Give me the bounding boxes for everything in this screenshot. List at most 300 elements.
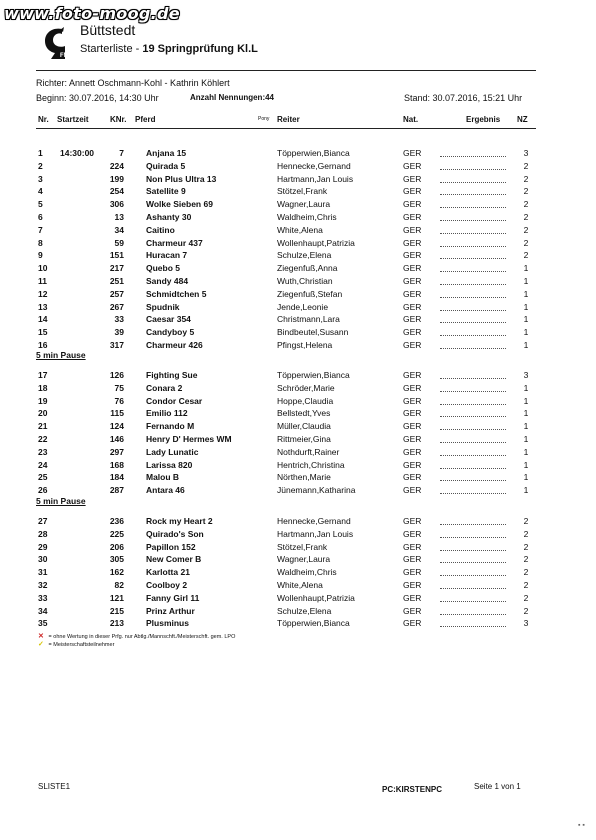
row-knr: 151: [109, 250, 124, 261]
table-row: [0, 327, 596, 340]
row-nat: GER: [403, 237, 422, 248]
table-row: [0, 580, 596, 593]
row-result-blank: [440, 186, 506, 195]
row-rider: Hentrich,Christina: [277, 459, 345, 470]
row-result-blank: [440, 460, 506, 469]
row-nz: 1: [523, 314, 529, 325]
table-row: [0, 542, 596, 555]
row-nat: GER: [403, 173, 422, 184]
row-nat: GER: [403, 567, 422, 578]
row-knr: 236: [109, 516, 124, 526]
row-result-blank: [440, 554, 506, 563]
svg-text:FN: FN: [60, 53, 68, 59]
row-rider: Schulze,Elena: [277, 250, 332, 261]
row-rider: Müller,Claudia: [277, 421, 331, 432]
row-horse: Satellite 9: [146, 186, 186, 197]
row-result-blank: [440, 421, 506, 430]
table-row: [0, 161, 596, 174]
list-title: [80, 43, 258, 55]
row-nr: 11: [38, 276, 47, 286]
row-horse: Wolke Sieben 69: [146, 199, 213, 210]
row-horse: Plusminus: [146, 618, 189, 629]
row-nat: GER: [403, 516, 422, 526]
row-result-blank: [440, 174, 506, 183]
row-nz: 1: [523, 446, 529, 457]
row-nat: GER: [403, 459, 422, 470]
row-nat: GER: [403, 301, 422, 312]
row-rider: Nothdurft,Rainer: [277, 446, 340, 457]
row-nz: 2: [523, 186, 529, 197]
col-knr: KNr.: [110, 115, 127, 124]
row-knr: 206: [109, 541, 124, 552]
row-horse: Larissa 820: [146, 459, 193, 470]
row-result-blank: [440, 567, 506, 576]
row-knr: 287: [109, 485, 124, 496]
row-result-blank: [440, 447, 506, 456]
row-horse: New Comer B: [146, 554, 202, 565]
row-nat: GER: [403, 528, 422, 539]
row-nr: 31: [38, 567, 48, 578]
row-nz: 1: [523, 395, 529, 406]
row-nz: 3: [523, 148, 529, 158]
row-horse: Papillon 152: [146, 541, 196, 552]
row-rider: Ziegenfuß,Anna: [277, 263, 338, 274]
row-rider: White,Alena: [277, 580, 323, 590]
row-nz: 2: [523, 516, 529, 526]
row-nz: 1: [523, 263, 529, 274]
row-knr: 82: [114, 580, 124, 590]
row-knr: 217: [109, 263, 124, 274]
row-nr: 4: [38, 186, 43, 197]
row-nat: GER: [403, 605, 422, 616]
row-nr: 30: [38, 554, 48, 565]
row-horse: Antara 46: [146, 485, 185, 496]
row-nz: 1: [523, 485, 529, 496]
row-knr: 225: [109, 528, 124, 539]
col-pony: Pony: [258, 116, 270, 122]
table-row: [0, 396, 596, 409]
row-nat: GER: [403, 327, 422, 338]
row-nz: 3: [523, 370, 529, 380]
table-row: [0, 199, 596, 212]
row-nr: 20: [38, 408, 48, 419]
row-rider: Töpperwien,Bianca: [277, 370, 350, 380]
row-rider: Schröder,Marie: [277, 382, 335, 393]
table-row: [0, 554, 596, 567]
row-horse: Spudnik: [146, 301, 180, 312]
row-nat: GER: [403, 160, 422, 171]
judges: Richter: Annett Oschmann-Kohl - Kathrin Köhlert: [36, 78, 230, 88]
row-nat: GER: [403, 250, 422, 261]
row-nz: 1: [523, 327, 529, 338]
row-nat: GER: [403, 212, 422, 222]
table-row: [0, 174, 596, 187]
watermark: www.foto-moog.de: [4, 4, 180, 23]
row-horse: Caitino: [146, 224, 175, 235]
row-nr: 19: [38, 395, 48, 406]
col-ergebnis: Ergebnis: [466, 115, 501, 124]
row-knr: 126: [109, 370, 124, 380]
row-result-blank: [440, 485, 506, 494]
row-knr: 251: [109, 276, 124, 286]
row-result-blank: [440, 327, 506, 336]
table-row: [0, 148, 596, 161]
row-rider: Stötzel,Frank: [277, 186, 328, 197]
row-horse: Lady Lunatic: [146, 446, 199, 457]
row-knr: 13: [114, 212, 124, 222]
begin-time: Beginn: 30.07.2016, 14:30 Uhr: [36, 93, 159, 103]
cross-icon: ✕: [38, 633, 44, 640]
row-horse: Prinz Arthur: [146, 605, 195, 616]
row-horse: Charmeur 437: [146, 237, 203, 248]
row-nz: 1: [523, 459, 529, 470]
row-nz: 2: [523, 224, 529, 235]
row-result-blank: [440, 383, 506, 392]
row-knr: 115: [110, 408, 124, 419]
row-rider: Bellstedt,Yves: [277, 408, 331, 419]
row-rider: Hennecke,Gernand: [277, 516, 351, 526]
header-divider: [36, 70, 536, 71]
row-result-blank: [440, 516, 506, 525]
row-rider: Töpperwien,Bianca: [277, 618, 350, 629]
row-knr: 168: [109, 459, 124, 470]
row-horse: Fernando M: [146, 421, 195, 432]
row-knr: 34: [114, 224, 124, 235]
row-nr: 28: [38, 528, 48, 539]
footer-pc: PC:KIRSTENPC: [382, 785, 443, 794]
row-nat: GER: [403, 276, 422, 286]
row-rider: Hoppe,Claudia: [277, 395, 334, 406]
row-knr: 213: [109, 618, 124, 629]
row-rider: Pfingst,Helena: [277, 340, 333, 350]
footer-page: Seite 1 von 1: [474, 782, 521, 791]
row-knr: 224: [109, 160, 124, 171]
row-knr: 121: [109, 592, 124, 603]
row-rider: Wuth,Christian: [277, 276, 333, 286]
row-rider: Rittmeier,Gina: [277, 434, 331, 444]
col-nat: Nat.: [403, 115, 419, 124]
row-nz: 1: [523, 340, 529, 350]
row-nr: 32: [38, 580, 48, 590]
row-nr: 13: [38, 301, 48, 312]
row-knr: 33: [114, 314, 124, 325]
row-knr: 75: [114, 382, 124, 393]
row-horse: Quebo 5: [146, 263, 181, 274]
row-horse: Quirado's Son: [146, 528, 204, 539]
row-horse: Emilio 112: [146, 408, 188, 419]
row-rider: Christmann,Lara: [277, 314, 340, 325]
row-nat: GER: [403, 618, 422, 629]
row-nr: 23: [38, 446, 48, 457]
row-nr: 26: [38, 485, 48, 496]
row-result-blank: [440, 148, 506, 157]
row-nat: GER: [403, 382, 422, 393]
row-horse: Non Plus Ultra 13: [146, 173, 217, 184]
row-nr: 8: [38, 237, 43, 248]
row-rider: Nörthen,Marie: [277, 472, 331, 483]
row-horse: Condor Cesar: [146, 395, 203, 406]
row-nr: 3: [38, 173, 43, 184]
row-nz: 2: [523, 160, 529, 171]
row-nat: GER: [403, 395, 422, 406]
row-nr: 9: [38, 250, 43, 261]
col-reiter: Reiter: [277, 115, 300, 124]
row-result-blank: [440, 289, 506, 298]
row-nat: GER: [403, 263, 422, 274]
row-result-blank: [440, 199, 506, 208]
row-rider: Bindbeutel,Susann: [277, 327, 349, 338]
table-row: [0, 460, 596, 473]
row-rider: Waldheim,Chris: [277, 567, 337, 578]
table-row: [0, 408, 596, 421]
row-rider: Hennecke,Gernand: [277, 160, 351, 171]
row-nz: 1: [523, 472, 529, 483]
table-row: [0, 472, 596, 485]
row-rider: Wagner,Laura: [277, 199, 331, 210]
row-rider: Wollenhaupt,Patrizia: [277, 237, 355, 248]
row-horse: Huracan 7: [146, 250, 188, 261]
row-knr: 297: [109, 446, 124, 457]
fn-horse-logo-icon: [40, 26, 70, 60]
table-row: [0, 302, 596, 315]
row-nr: 24: [38, 459, 48, 470]
row-nr: 27: [38, 516, 48, 526]
row-result-blank: [440, 225, 506, 234]
table-row: [0, 250, 596, 263]
row-nat: GER: [403, 288, 422, 299]
row-knr: 199: [109, 173, 124, 184]
row-knr: 254: [109, 186, 124, 197]
row-nz: 1: [523, 421, 529, 432]
table-row: [0, 263, 596, 276]
row-horse: Rock my Heart 2: [146, 516, 213, 526]
row-horse: Fanny Girl 11: [146, 592, 200, 603]
row-rider: Töpperwien,Bianca: [277, 148, 350, 158]
row-nr: 22: [38, 434, 48, 444]
competition-name: 19 Springprüfung Kl.L: [142, 43, 258, 55]
table-row: [0, 212, 596, 225]
row-nr: 10: [38, 263, 48, 274]
row-horse: Quirada 5: [146, 160, 186, 171]
row-nr: 17: [38, 370, 48, 380]
entry-count: Anzahl Nennungen:44: [190, 93, 275, 102]
col-pferd: Pferd: [135, 115, 156, 124]
row-nr: 21: [38, 421, 48, 432]
table-row: [0, 289, 596, 302]
row-rider: Hartmann,Jan Louis: [277, 528, 354, 539]
row-nr: 14: [38, 314, 48, 325]
row-knr: 146: [109, 434, 124, 444]
table-row: [0, 314, 596, 327]
check-icon: ✓: [38, 641, 44, 648]
row-nr: 35: [38, 618, 48, 629]
row-knr: 306: [109, 199, 124, 210]
row-nz: 2: [523, 605, 529, 616]
row-rider: Waldheim,Chris: [277, 212, 337, 222]
row-horse: Caesar 354: [146, 314, 191, 325]
table-row: [0, 340, 596, 353]
row-startzeit: 14:30:00: [60, 148, 95, 158]
table-row: [0, 225, 596, 238]
row-nr: 29: [38, 541, 48, 552]
stand-time: Stand: 30.07.2016, 15:21 Uhr: [404, 93, 523, 103]
row-nz: 2: [523, 541, 529, 552]
row-nat: GER: [403, 199, 422, 210]
row-nr: 6: [38, 212, 43, 222]
row-nz: 1: [523, 382, 529, 393]
legend-text: = Meisterschaftsteilnehmer: [48, 642, 115, 648]
row-knr: 215: [109, 605, 124, 616]
row-nr: 12: [38, 288, 48, 299]
row-rider: Ziegenfuß,Stefan: [277, 288, 343, 299]
row-nz: 1: [523, 288, 529, 299]
row-nat: GER: [403, 446, 422, 457]
row-nr: 34: [38, 605, 48, 616]
row-nz: 2: [523, 250, 529, 261]
row-nz: 2: [523, 554, 529, 565]
row-nz: 2: [523, 173, 529, 184]
row-result-blank: [440, 238, 506, 247]
row-nz: 2: [523, 528, 529, 539]
row-result-blank: [440, 580, 506, 589]
row-nr: 25: [38, 472, 48, 483]
row-horse: Coolboy 2: [146, 580, 188, 590]
row-nz: 1: [523, 276, 529, 286]
row-result-blank: [440, 593, 506, 602]
row-rider: Schulze,Elena: [277, 605, 332, 616]
row-rider: Stötzel,Frank: [277, 541, 328, 552]
row-result-blank: [440, 212, 506, 221]
row-nz: 1: [523, 434, 529, 444]
col-nz: NZ: [517, 115, 528, 124]
table-row: [0, 567, 596, 580]
row-nat: GER: [403, 592, 422, 603]
event-place: Büttstedt: [80, 22, 136, 38]
table-row: [0, 186, 596, 199]
row-knr: 7: [119, 148, 124, 158]
row-result-blank: [440, 263, 506, 272]
row-result-blank: [440, 434, 506, 443]
col-startzeit: Startzeit: [57, 115, 89, 124]
row-nat: GER: [403, 541, 422, 552]
row-nr: 5: [38, 199, 43, 210]
row-rider: Wollenhaupt,Patrizia: [277, 592, 355, 603]
row-nat: GER: [403, 224, 422, 235]
row-knr: 257: [109, 288, 124, 299]
row-nr: 15: [38, 327, 48, 338]
table-row: [0, 447, 596, 460]
row-nr: 7: [38, 224, 43, 235]
row-nz: 2: [523, 592, 529, 603]
row-nz: 2: [523, 212, 529, 222]
row-nat: GER: [403, 408, 422, 419]
row-nz: 2: [523, 567, 529, 578]
row-horse: Sandy 484: [146, 276, 189, 286]
row-result-blank: [440, 472, 506, 481]
row-horse: Fighting Sue: [146, 370, 198, 380]
row-result-blank: [440, 618, 506, 627]
row-nat: GER: [403, 434, 422, 444]
legend-item: [38, 632, 235, 640]
table-header-divider: [36, 128, 536, 129]
row-nr: 2: [38, 160, 43, 171]
row-result-blank: [440, 542, 506, 551]
table-row: [0, 529, 596, 542]
row-nat: GER: [403, 485, 422, 496]
row-knr: 267: [109, 301, 124, 312]
row-nat: GER: [403, 314, 422, 325]
table-row: [0, 276, 596, 289]
row-result-blank: [440, 396, 506, 405]
row-nat: GER: [403, 580, 422, 590]
pause-marker: 5 min Pause: [36, 496, 86, 506]
row-nr: 33: [38, 592, 48, 603]
row-nz: 1: [523, 301, 529, 312]
row-result-blank: [440, 408, 506, 417]
row-knr: 124: [109, 421, 124, 432]
table-row: [0, 421, 596, 434]
legend-item: [38, 640, 114, 648]
row-nz: 2: [523, 237, 529, 248]
row-nz: 2: [523, 580, 529, 590]
row-horse: Anjana 15: [146, 148, 187, 158]
row-horse: Candyboy 5: [146, 327, 195, 338]
row-nr: 1: [38, 148, 43, 158]
legend-text: = ohne Wertung in dieser Prfg. nur Abtlg./Mannschft./Meisterschft. gem. LPO: [48, 634, 236, 640]
footer-list-code: SLISTE1: [38, 782, 71, 791]
row-result-blank: [440, 370, 506, 379]
row-horse: Karlotta 21: [146, 567, 190, 578]
row-knr: 59: [114, 237, 124, 248]
row-horse: Henry D' Hermes WM: [146, 434, 232, 444]
row-rider: Wagner,Laura: [277, 554, 331, 565]
row-result-blank: [440, 250, 506, 259]
pause-marker: 5 min Pause: [36, 350, 86, 360]
row-horse: Ashanty 30: [146, 212, 192, 222]
row-result-blank: [440, 606, 506, 615]
row-knr: 76: [114, 395, 124, 406]
row-rider: White,Alena: [277, 224, 323, 235]
row-result-blank: [440, 529, 506, 538]
row-nz: 1: [523, 408, 529, 419]
row-rider: Jende,Leonie: [277, 301, 329, 312]
row-result-blank: [440, 314, 506, 323]
row-horse: Conara 2: [146, 382, 183, 393]
row-knr: 305: [109, 554, 124, 565]
col-nr: Nr.: [38, 115, 49, 124]
table-row: [0, 383, 596, 396]
corner-mark: ▪ ▪: [578, 822, 585, 829]
row-nat: GER: [403, 370, 422, 380]
table-row: [0, 618, 596, 631]
row-nat: GER: [403, 340, 422, 350]
row-nat: GER: [403, 554, 422, 565]
table-row: [0, 485, 596, 498]
row-nr: 18: [38, 382, 48, 393]
table-row: [0, 593, 596, 606]
row-knr: 184: [109, 472, 124, 483]
table-row: [0, 370, 596, 383]
table-row: [0, 238, 596, 251]
table-row: [0, 434, 596, 447]
row-result-blank: [440, 276, 506, 285]
table-row: [0, 606, 596, 619]
row-rider: Jünemann,Katharina: [277, 485, 356, 496]
row-nat: GER: [403, 148, 422, 158]
row-nz: 2: [523, 199, 529, 210]
list-label: Starterliste -: [80, 43, 140, 55]
row-rider: Hartmann,Jan Louis: [277, 173, 354, 184]
